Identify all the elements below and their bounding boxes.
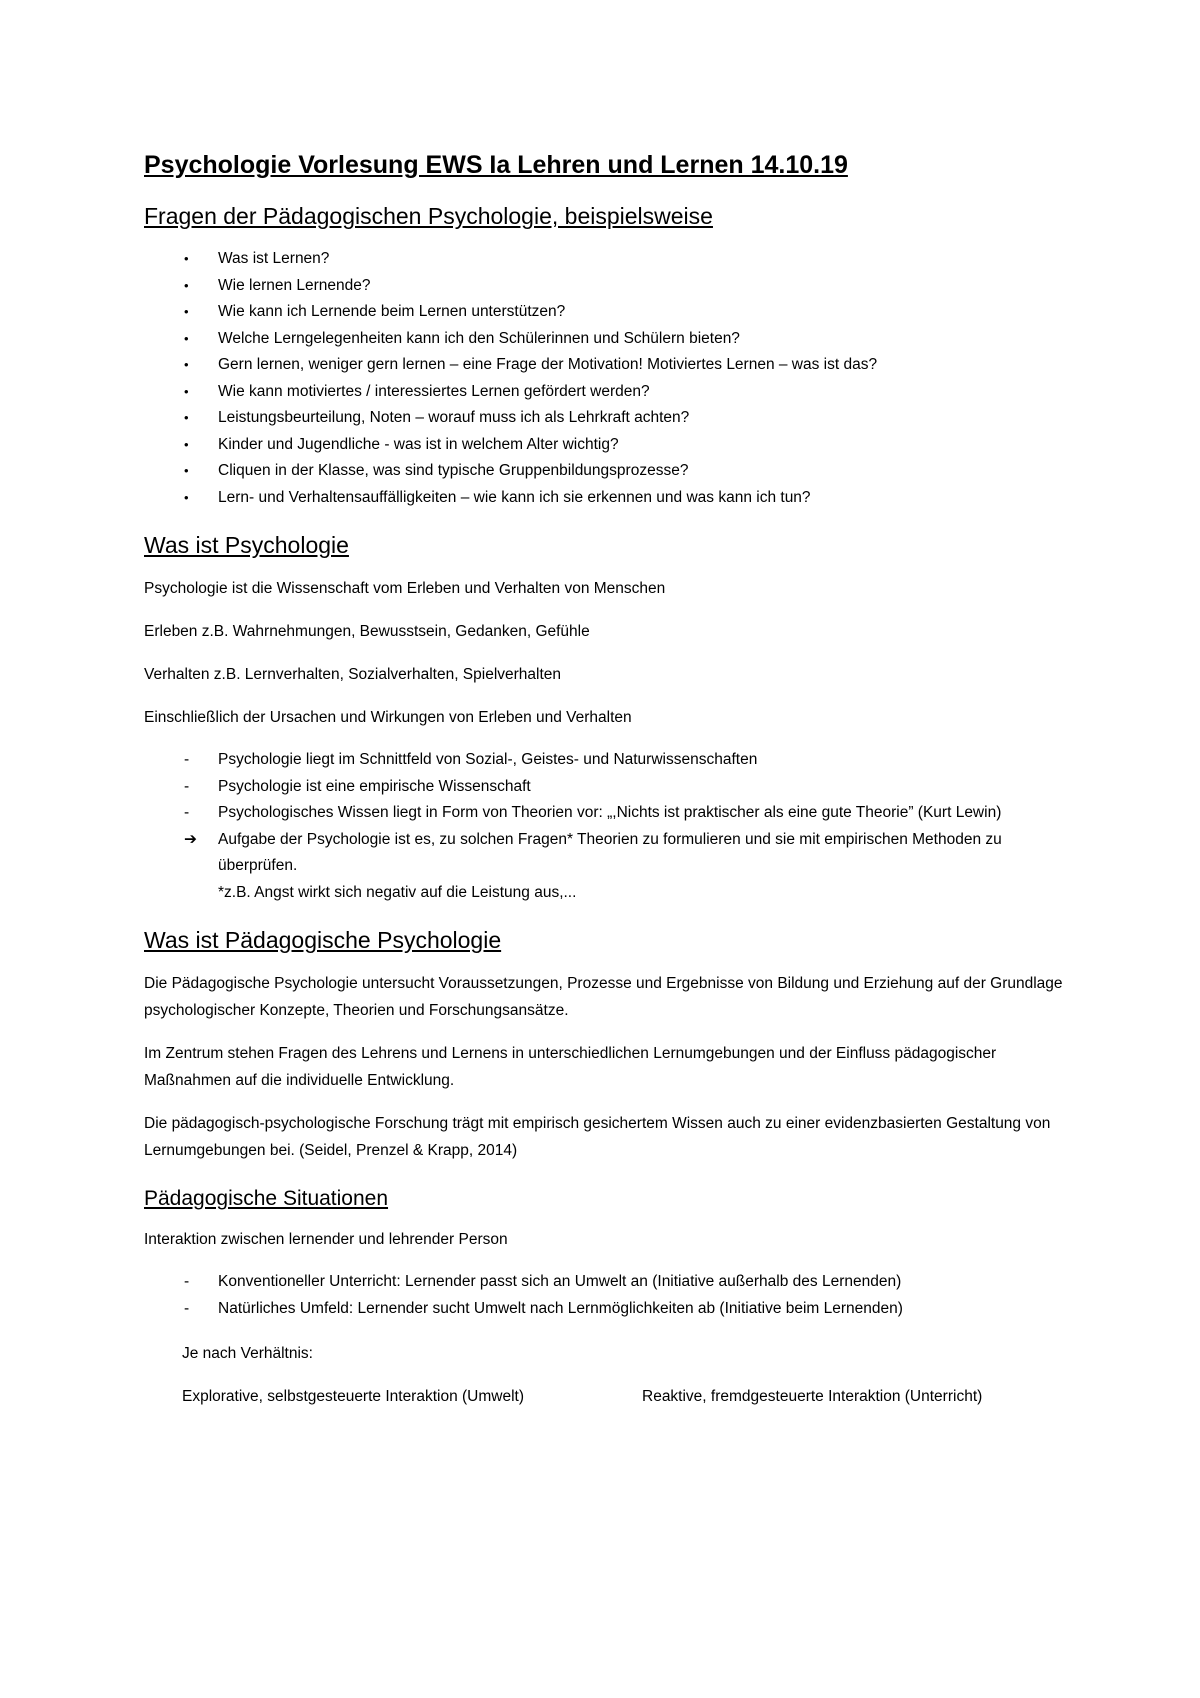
list-item: • Wie kann ich Lernende beim Lernen unterstützen? (144, 299, 1084, 326)
list-item: - Konventioneller Unterricht: Lernender passt sich an Umwelt an (Initiative außerhalb des Lernenden) (144, 1269, 1084, 1296)
situationen-dash-list (144, 1269, 1084, 1322)
dash-icon: - (184, 1299, 190, 1317)
paragraph: Einschließlich der Ursachen und Wirkungen von Erleben und Verhalten (144, 709, 632, 726)
bullet-icon: • (184, 436, 189, 452)
dash-icon: - (184, 1273, 190, 1290)
paragraph: Im Zentrum stehen Fragen des Lehrens und Lernens in unterschiedlichen Lernumgebungen und der Einfluss pädagogischer Maßnahmen auf die individuelle Entwicklung. (144, 1045, 997, 1089)
interaction-right: Reaktive, fremdgesteuerte Interaktion (Unterricht) (642, 1388, 983, 1405)
bullet-icon: • (184, 277, 189, 293)
section-heading-fragen: Fragen der Pädagogischen Psychologie, beispielsweise (144, 203, 713, 229)
list-item: - Psychologie ist eine empirische Wissenschaft (144, 774, 1084, 801)
section-heading-psychologie: Was ist Psychologie (144, 532, 349, 558)
paragraph: Die Pädagogische Psychologie untersucht Voraussetzungen, Prozesse und Ergebnisse von Bildung und Erziehung auf der Grundlage psychologischer Konzepte, Theorien und Forschungsansätze. (144, 975, 1063, 1019)
interaction-left: Explorative, selbstgesteuerte Interaktion (Umwelt) (182, 1388, 525, 1405)
paragraph: Erleben z.B. Wahrnehmungen, Bewusstsein, Gedanken, Gefühle (144, 623, 590, 640)
bullet-icon: • (184, 251, 189, 266)
bullet-icon: • (184, 357, 189, 372)
document-body (144, 148, 1084, 1413)
list-item: - Psychologisches Wissen liegt in Form von Theorien vor: „,Nichts ist praktischer als eine gute Theorie” (Kurt Lewin) (144, 800, 1084, 827)
ratio-label: Je nach Verhältnis: (182, 1345, 313, 1362)
paragraph: Verhalten z.B. Lernverhalten, Sozialverhalten, Spielverhalten (144, 666, 562, 683)
document-title: Psychologie Vorlesung EWS Ia Lehren und Lernen 14.10.19 (144, 151, 848, 179)
arrow-right-icon: ➔ (184, 830, 197, 848)
paragraph: Psychologie ist die Wissenschaft vom Erleben und Verhalten von Menschen (144, 580, 666, 597)
dash-icon: - (184, 804, 190, 821)
paragraph: Interaktion zwischen lernender und lehrender Person (144, 1231, 508, 1248)
list-item: • Was ist Lernen? (144, 246, 1084, 273)
dash-icon: - (184, 751, 190, 768)
footnote: *z.B. Angst wirkt sich negativ auf die Leistung aus,... (218, 883, 577, 901)
paragraph: Die pädagogisch-psychologische Forschung trägt mit empirisch gesichertem Wissen auch zu einer evidenzbasierten Gestaltung von Lernumgebungen bei. (Seidel, Prenzel & Krapp, 2014) (144, 1115, 1051, 1159)
list-item: • Wie lernen Lernende? (144, 273, 1084, 300)
list-item: • Kinder und Jugendliche - was ist in welchem Alter wichtig? (144, 432, 1084, 459)
bullet-icon: • (184, 463, 189, 478)
bullet-icon: • (184, 410, 189, 425)
questions-list (144, 246, 1084, 511)
bullet-icon: • (184, 304, 189, 319)
list-item: • Welche Lerngelegenheiten kann ich den Schülerinnen und Schülern bieten? (144, 326, 1084, 353)
section-heading-paedagogische-psychologie: Was ist Pädagogische Psychologie (144, 927, 502, 953)
list-item: • Lern- und Verhaltensauffälligkeiten – wie kann ich sie erkennen und was kann ich tun? (144, 485, 1084, 512)
list-item: • Leistungsbeurteilung, Noten – worauf muss ich als Lehrkraft achten? (144, 405, 1084, 432)
list-item: • Gern lernen, weniger gern lernen – eine Frage der Motivation! Motiviertes Lernen – was ist das? (144, 352, 1084, 379)
bullet-icon: • (184, 330, 189, 346)
interaction-columns (144, 1383, 1084, 1413)
list-item: ➔ Aufgabe der Psychologie ist es, zu solchen Fragen* Theorien zu formulieren und sie mit empirischen Methoden zu überprüfen. *z.B. Angst wirkt sich negativ auf die Leistung aus,... (144, 827, 1084, 907)
bullet-icon: • (184, 489, 189, 505)
section-heading-situationen: Pädagogische Situationen (144, 1187, 389, 1210)
bullet-icon: • (184, 383, 189, 399)
dash-icon: - (184, 777, 190, 795)
psychologie-dash-list (144, 747, 1084, 906)
list-item: - Natürliches Umfeld: Lernender sucht Umwelt nach Lernmöglichkeiten ab (Initiative beim Lernenden) (144, 1296, 1084, 1323)
list-item: - Psychologie liegt im Schnittfeld von Sozial-, Geistes- und Naturwissenschaften (144, 747, 1084, 774)
list-item: • Cliquen in der Klasse, was sind typische Gruppenbildungsprozesse? (144, 458, 1084, 485)
list-item: • Wie kann motiviertes / interessiertes Lernen gefördert werden? (144, 379, 1084, 406)
